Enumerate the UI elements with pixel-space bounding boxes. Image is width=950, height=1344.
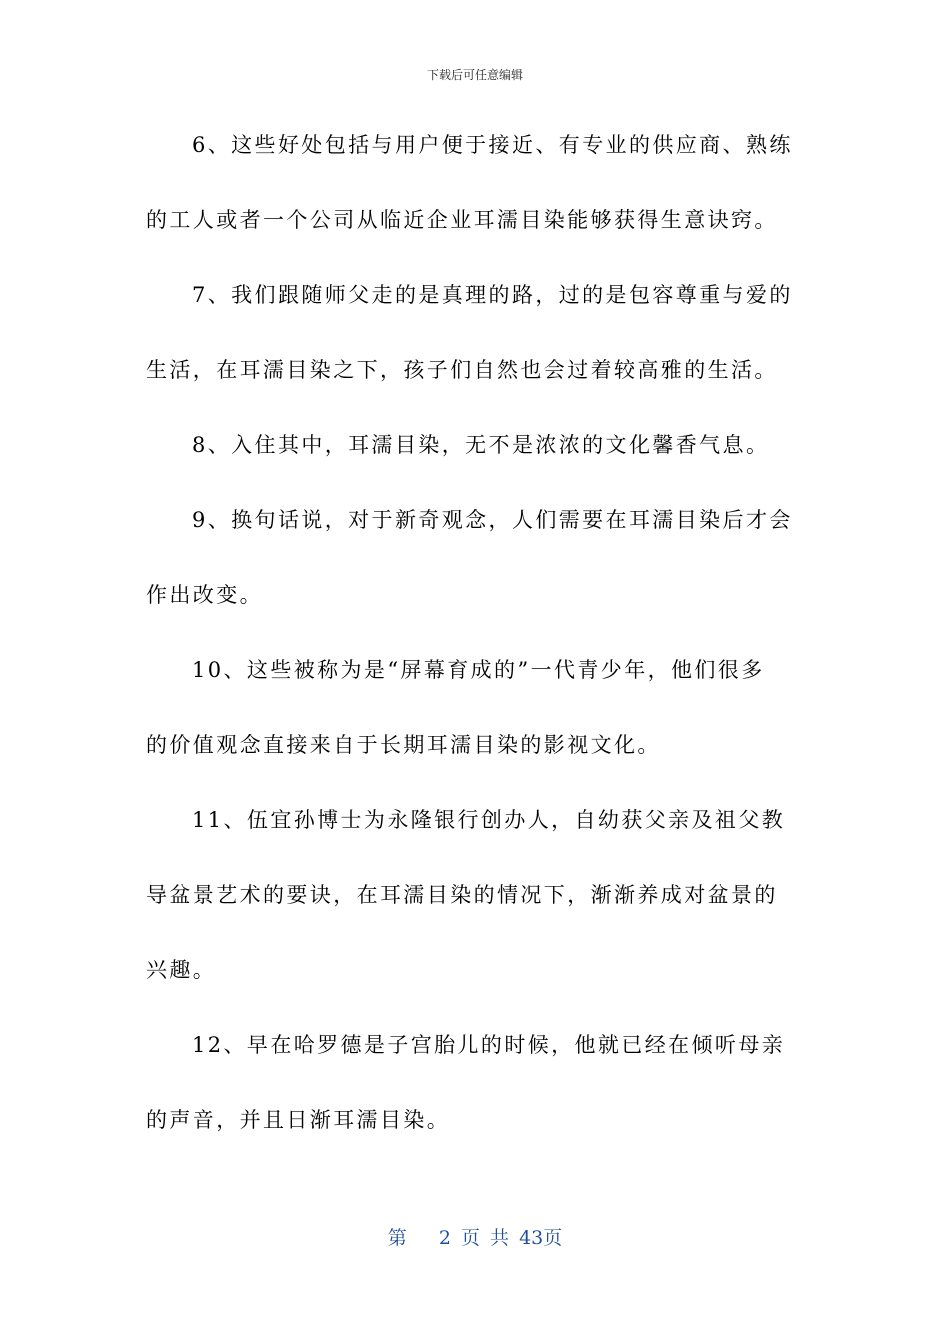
- current-page-number: 2: [438, 1227, 451, 1249]
- paragraph-line: 的价值观念直接来自于长期耳濡目染的影视文化。: [146, 733, 661, 757]
- page-label-prefix: 第: [387, 1227, 407, 1249]
- paragraph-line: 11、伍宜孙博士为永隆银行创办人，自幼获父亲及祖父教: [192, 808, 786, 832]
- paragraph-line: 7、我们跟随师父走的是真理的路，过的是包容尊重与爱的: [192, 283, 793, 307]
- paragraph-line: 9、换句话说，对于新奇观念，人们需要在耳濡目染后才会: [192, 508, 793, 532]
- page-label-middle: 页 共: [460, 1227, 510, 1249]
- paragraph-line: 的工人或者一个公司从临近企业耳濡目染能够获得生意诀窍。: [146, 208, 778, 232]
- total-pages-number: 43: [519, 1227, 544, 1249]
- header-note: 下载后可任意编辑: [426, 68, 523, 82]
- page-label-suffix: 页: [543, 1227, 563, 1249]
- paragraph-line: 6、这些好处包括与用户便于接近、有专业的供应商、熟练: [192, 133, 793, 157]
- paragraph-line: 10、这些被称为是“屏幕育成的”一代青少年，他们很多: [192, 658, 765, 682]
- paragraph-line: 8、入住其中，耳濡目染，无不是浓浓的文化馨香气息。: [192, 433, 770, 457]
- paragraph-line: 生活，在耳濡目染之下，孩子们自然也会过着较高雅的生活。: [146, 358, 778, 382]
- paragraph-line: 导盆景艺术的要诀，在耳濡目染的情况下，渐渐养成对盆景的: [146, 883, 778, 907]
- paragraph-line: 的声音，并且日渐耳濡目染。: [146, 1108, 451, 1132]
- document-body: [146, 123, 806, 1173]
- page-footer: [0, 1225, 950, 1251]
- paragraph-line: 兴趣。: [146, 958, 217, 982]
- paragraph-line: 作出改变。: [146, 583, 263, 607]
- paragraph-line: 12、早在哈罗德是子宫胎儿的时候，他就已经在倾听母亲: [192, 1033, 786, 1057]
